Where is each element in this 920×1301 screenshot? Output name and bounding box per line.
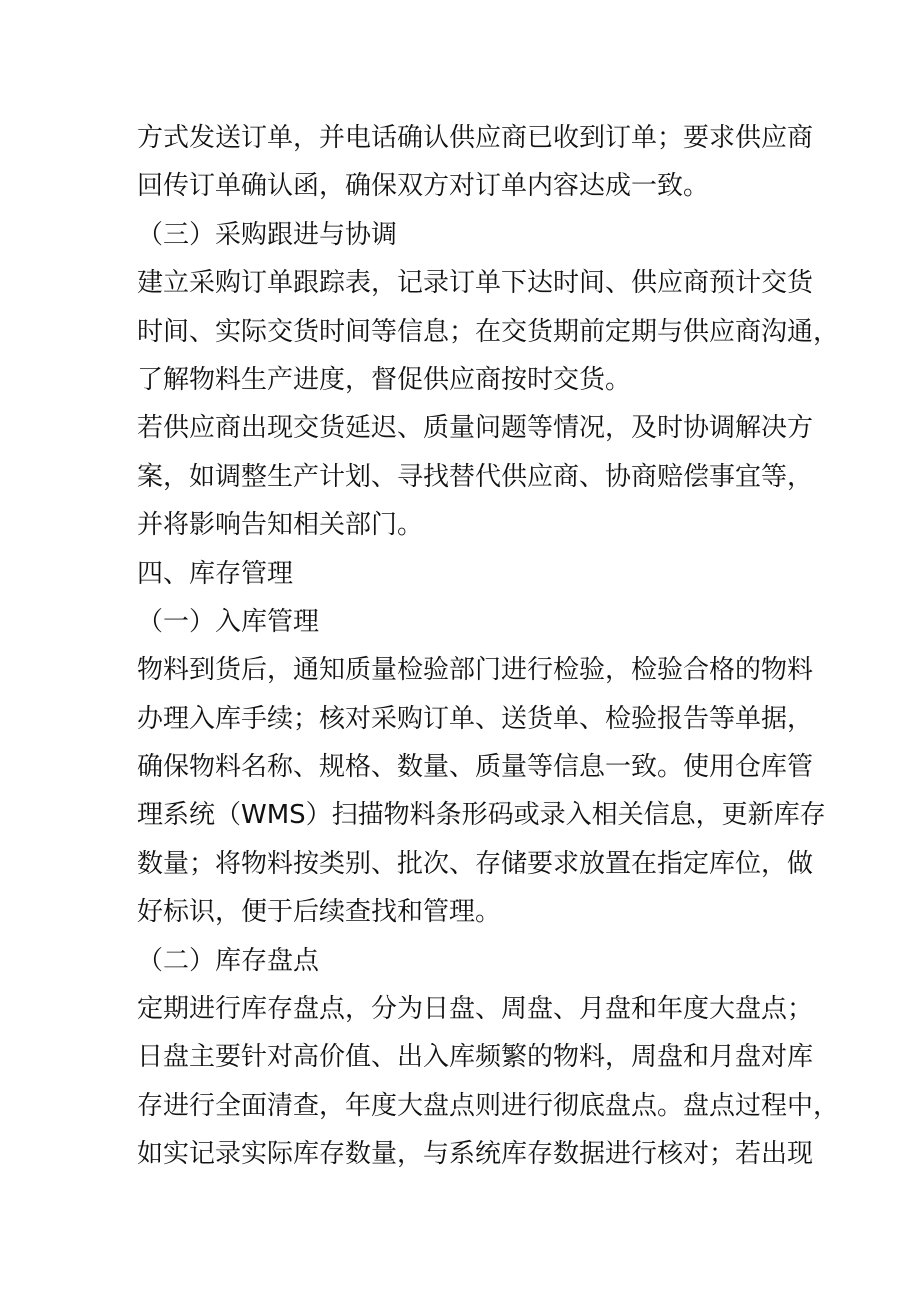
section-heading-stocktake: （二）库存盘点 xyxy=(137,945,320,976)
document-body xyxy=(137,114,840,1179)
section-heading-inbound: （一）入库管理 xyxy=(137,606,320,637)
body-text-line: 并将影响告知相关部门。 xyxy=(137,510,424,541)
body-text-line: 如实记录实际库存数量，与系统库存数据进行核对；若出现 xyxy=(137,1139,814,1170)
body-text-line: 好标识，便于后续查找和管理。 xyxy=(137,897,502,928)
body-text-line: 回传订单确认函，确保双方对订单内容达成一致。 xyxy=(137,171,710,202)
body-text-line: 方式发送订单，并电话确认供应商已收到订单；要求供应商 xyxy=(137,123,814,153)
body-text-line: 日盘主要针对高价值、出入库频繁的物料，周盘和月盘对库 xyxy=(137,1042,814,1073)
body-text-line: 存进行全面清查，年度大盘点则进行彻底盘点。盘点过程中， xyxy=(137,1090,840,1121)
body-text-line: 时间、实际交货时间等信息；在交货期前定期与供应商沟通， xyxy=(137,316,840,347)
body-text-line: 案，如调整生产计划、寻找替代供应商、协商赔偿事宜等， xyxy=(137,461,814,492)
body-text-line: 定期进行库存盘点，分为日盘、周盘、月盘和年度大盘点； xyxy=(137,994,814,1025)
section-heading-inventory: 四、库存管理 xyxy=(137,558,294,589)
section-heading-purchase-followup: （三）采购跟进与协调 xyxy=(137,219,398,250)
body-text-line: 理系统（WMS）扫描物料条形码或录入相关信息，更新库存 xyxy=(137,800,826,831)
body-text-line: 确保物料名称、规格、数量、质量等信息一致。使用仓库管 xyxy=(137,752,814,783)
body-text-line: 了解物料生产进度，督促供应商按时交货。 xyxy=(137,364,632,395)
body-text-line: 物料到货后，通知质量检验部门进行检验，检验合格的物料 xyxy=(137,655,814,686)
body-text-line: 数量；将物料按类别、批次、存储要求放置在指定库位，做 xyxy=(137,848,814,879)
body-text-line: 若供应商出现交货延迟、质量问题等情况，及时协调解决方 xyxy=(137,413,814,444)
body-text-line: 办理入库手续；核对采购订单、送货单、检验报告等单据， xyxy=(137,703,814,734)
body-text-line: 建立采购订单跟踪表，记录订单下达时间、供应商预计交货 xyxy=(137,268,814,299)
